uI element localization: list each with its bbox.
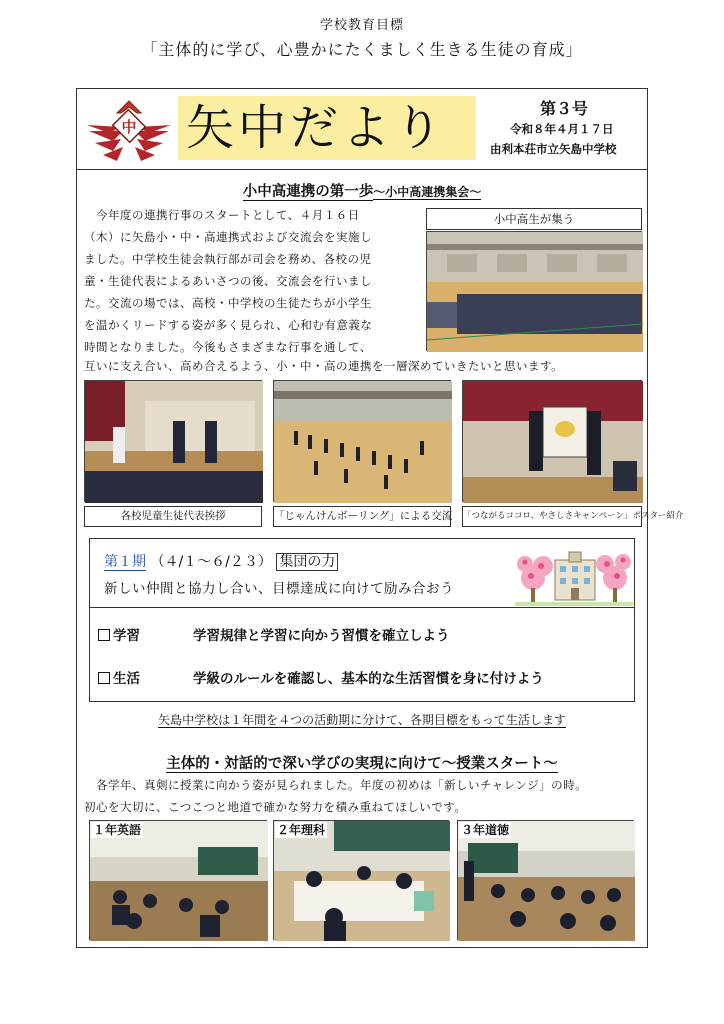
period-note: 矢島中学校は１年間を４つの活動期に分けて、各期目標をもって生活します: [158, 713, 566, 727]
school-name: 由利本荘市立矢島中学校: [490, 142, 617, 156]
section1-paragraph-tail: 互いに支え合い、高め合えるよう、小・中・高の連携を一層深めていきたいと思います。: [84, 359, 564, 373]
checkbox-icon: [98, 629, 110, 641]
school-goal-text: 「主体的に学び、心豊かにたくましく生きる生徒の育成」: [141, 40, 583, 59]
label-english: １年英語: [93, 823, 142, 837]
gym-assembly-photo: [426, 231, 642, 351]
english-class-photo: [89, 820, 267, 940]
period-label: 第１期: [104, 554, 146, 570]
section1-title: 小中高連携の第一歩～小中高連携集会～: [242, 184, 482, 200]
representative-greeting-photo: [84, 380, 262, 502]
paragraph-line: た。交流の場では、高校・中学校の生徒たちが小学生: [84, 296, 372, 310]
paragraph-line: 時間となりました。今後もさまざまな行事を通して、: [84, 340, 372, 354]
janken-bowling-photo: [273, 380, 451, 502]
period-theme: 集団の力: [276, 553, 338, 571]
goal-life: 生活 学級のルールを確認し、基本的な生活習慣を身に付けよう: [98, 667, 544, 687]
paragraph-line: ました。中学校生徒会執行部が司会を務め、各校の児: [84, 252, 372, 266]
section1-paragraph: [84, 204, 420, 358]
checkbox-icon: [98, 672, 110, 684]
paragraph-line: 初心を大切に、こつこつと地道で確かな努力を積み重ねてほしいです。: [84, 800, 467, 814]
label-moral: ３年道徳: [461, 823, 510, 837]
school-goal-heading: 学校教育目標: [319, 18, 404, 33]
section2-title: 主体的・対話的で深い学びの実現に向けて～授業スタート～: [166, 756, 558, 772]
section2-paragraph: [84, 774, 644, 818]
header-divider: [77, 169, 647, 170]
poster-introduction-photo: [462, 380, 642, 502]
goal-study: 学習 学習規律と学習に向かう習慣を確立しよう: [98, 624, 450, 644]
paragraph-line: 今年度の連携行事のスタートとして、４月１６日: [84, 208, 360, 222]
paragraph-line: を温かくリードする姿が多く見られ、心和む有意義な: [84, 318, 373, 332]
paragraph-line: 童・生徒代表によるあいさつの後、交流会を行いまし: [84, 274, 372, 288]
caption-janken-bowling: 「じゃんけんボーリング」による交流: [273, 506, 451, 527]
period-heading: [104, 551, 338, 571]
paragraph-line: （木）に矢島小・中・高連携式および交流会を実施し: [84, 230, 372, 244]
school-building-illustration: [515, 548, 633, 608]
label-science: ２年理科: [277, 823, 326, 837]
issue-number: 第３号: [540, 99, 589, 118]
school-emblem-icon: [83, 97, 175, 165]
main-photo-caption: 小中高生が集う: [426, 208, 642, 230]
caption-poster-introduction: 「つながるココロ、やさしさキャンペーン」ポスター紹介: [462, 506, 642, 527]
moral-class-photo: [457, 820, 634, 940]
caption-representative-greeting: 各校児童生徒代表挨拶: [84, 506, 262, 527]
science-class-photo: [273, 820, 449, 940]
paragraph-line: 各学年、真剣に授業に向かう姿が見られました。年度の初めは「新しいチャレンジ」の時。: [84, 778, 588, 792]
issue-date: 令和８年４月１７日: [510, 122, 614, 136]
emblem-char: 中: [121, 118, 137, 136]
period-range: （４/１～６/２３）: [150, 554, 272, 570]
period-subtitle: 新しい仲間と協力し合い、目標達成に向けて励み合おう: [104, 581, 454, 597]
newsletter-title: 矢中だより: [186, 100, 447, 156]
